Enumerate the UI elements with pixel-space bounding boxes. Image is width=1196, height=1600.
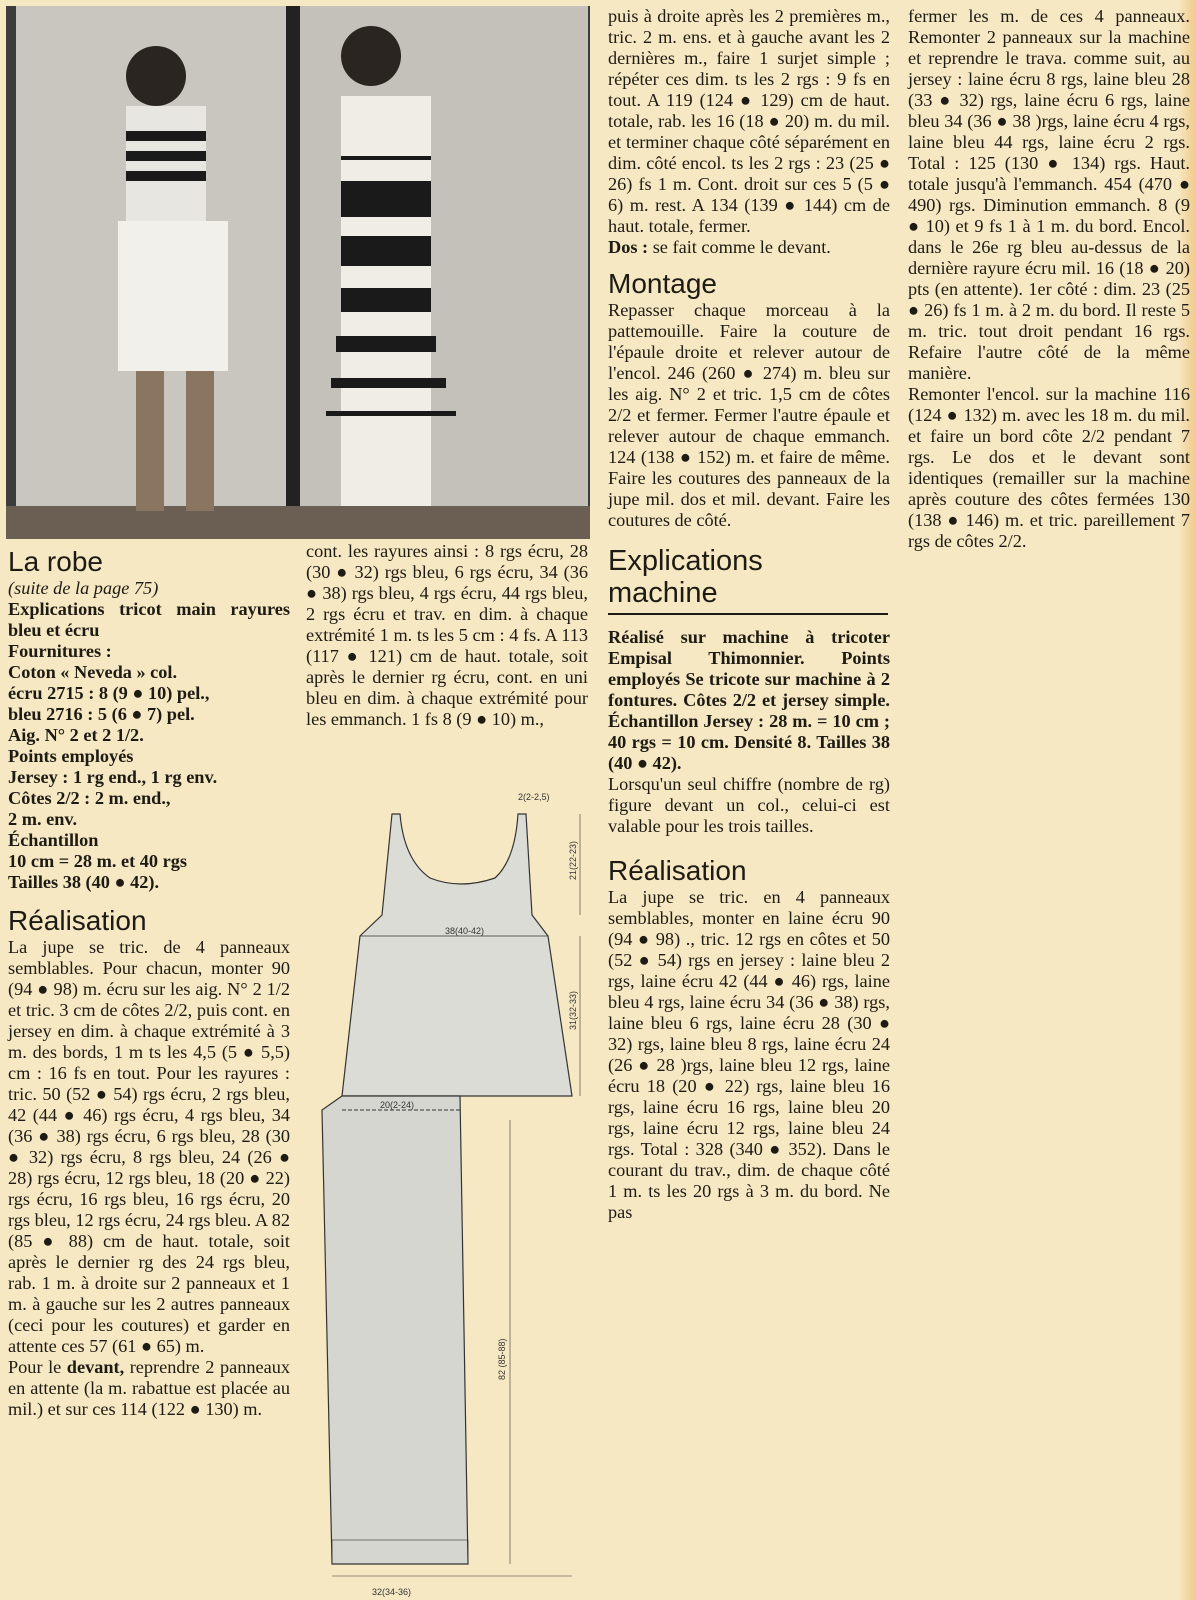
- bodice-width-label: 38(40-42): [445, 926, 485, 936]
- jersey-line: Jersey : 1 rg end., 1 rg env.: [8, 767, 218, 787]
- yarn-line: Coton « Neveda » col.: [8, 662, 178, 682]
- hem-width-label: 32(34-36): [372, 1587, 412, 1597]
- machine-note: Lorsqu'un seul chiffre (nombre de rg) figure devant un col., celui-ci est valable pour les trois tailles.: [608, 774, 890, 836]
- devant-text: Pour le devant, reprendre 2 panneaux en attente (la m. rabattue est placée au mil.) et sur ces 114 (122 ● 130) m.: [8, 1357, 290, 1419]
- montage-text: Repasser chaque morceau à la pattemouille. Faire la couture de l'épaule droite et relever autour de l'encol. 246 (260 ● 274) m. bleu sur les aig. N° 2 et tric. 1,5 cm de côtes 2/2 et fermer. Fermer l'autre épaule et relever autour de chaque emmanch. 124 (138 ● 152) m. et faire de même. Faire les coutures des panneaux de la jupe mil. dos et mil. devant. Faire les coutures de côté.: [608, 300, 890, 530]
- bodice-height-label: 31(32-33): [568, 990, 578, 1030]
- dos-text: Dos : se fait comme le devant.: [608, 237, 831, 257]
- neckline-text: Remonter l'encol. sur la machine 116 (124 ● 132) m. avec les 18 m. du mil. et faire un bord côte 2/2 pendant 7 rgs. Le dos et le devant sont identiques (remailler sur la machine après couture des côtes fermées 130 (138 ● 146) m. et tric. pareillement 7 rgs de côtes 2/2.: [908, 384, 1190, 551]
- column-1: [8, 546, 290, 1420]
- echantillon-heading: Échantillon: [8, 830, 99, 850]
- machine-realisation-heading: Réalisation: [608, 855, 747, 886]
- cotes-line-2: 2 m. env.: [8, 809, 78, 829]
- stripes-continuation: cont. les rayures ainsi : 8 rgs écru, 28 (30 ● 32) rgs bleu, 6 rgs écru, 34 (36 ● 38) rgs bleu, 4 rgs écru, 44 rgs bleu, 2 rgs écru et trav. en dim. à chaque extrémité 1 m. ts les 5 cm : 4 fs. A 113 (117 ● 121) cm de haut. totale, soit après le dernier rg écru, cont. en uni bleu en dim. à chaque extrémité pour les emmanch. 1 fs 8 (9 ● 10) m.,: [306, 541, 588, 729]
- echantillon-value: 10 cm = 28 m. et 40 rgs: [8, 851, 187, 871]
- fashion-photo: [6, 6, 590, 539]
- montage-heading: Montage: [608, 268, 717, 299]
- column-2: [306, 541, 588, 730]
- armhole-label: 21(22-23): [568, 840, 578, 880]
- realisation-text: La jupe se tric. de 4 panneaux semblables. Pour chacun, monter 90 (94 ● 98) m. écru sur les aig. N° 2 1/2 et tric. 3 cm de côtes 2/2, puis cont. en jersey en dim. à chaque extrémité à 3 m. des bords, 1 m ts les 4,5 (5 ● 5,5) cm : 16 fs en tout. Pour les rayures : tric. 50 (52 ● 54) rgs écru, 2 rgs bleu, 42 (44 ● 46) rgs écru, 4 rgs bleu, 34 (36 ● 38) rgs écru, 6 rgs bleu, 28 (30 ● 32) rgs écru, 8 rgs bleu, 24 (26 ● 28) rgs écru, 12 rgs bleu, 18 (20 ● 22) rgs écru, 16 rgs bleu, 16 rgs écru, 20 rgs bleu, 12 rgs écru, 24 rgs bleu. A 82 (85 ● 88) cm de haut. totale, soit après le dernier rg des 24 rgs bleu, rab. 1 m. à droite sur 2 panneaux et 1 m. à gauche sur les 2 autres panneaux (ceci pour les coutures) et garder en attente ces 57 (61 ● 65) m.: [8, 937, 290, 1356]
- strap-width-label: 2(2-2,5): [518, 792, 550, 802]
- column-3: [608, 6, 890, 1223]
- needles-line: Aig. N° 2 et 2 1/2.: [8, 725, 144, 745]
- fournitures-heading: Fournitures :: [8, 641, 112, 661]
- machine-realisation-text: La jupe se tric. en 4 panneaux semblables, monter en laine écru 90 (94 ● 98) ., tric. 12 rgs en côtes et 50 (52 ● 54) rgs en jersey : laine bleu 2 rgs, laine écru 42 (44 ● 46) rgs, laine bleu 4 rgs, laine écru 34 (36 ● 38) rgs, laine bleu 6 rgs, laine écru 28 (30 ● 32) rgs, laine bleu 8 rgs, laine écru 24 (26 ● 28 )rgs, laine bleu 12 rgs, laine écru 18 (20 ● 22) rgs, laine bleu 16 rgs, laine écru 16 rgs, laine bleu 20 rgs, laine écru 12 rgs, laine bleu 24 rgs. Total : 328 (340 ● 352). Dans le courant du trav., dim. de chaque côté 1 m. ts les 20 rgs à 3 m. du bord. Ne pas: [608, 887, 890, 1222]
- machine-specs: Réalisé sur machine à tricoter Empisal Thimonnier. Points employés Se tricote sur machine à 2 fontures. Côtes 2/2 et jersey simple. Échantillon Jersey : 28 m. = 10 cm ; 40 rgs = 10 cm. Densité 8. Tailles 38 (40 ● 42).: [608, 627, 890, 773]
- decreases-text: puis à droite après les 2 premières m., tric. 2 m. ens. et à gauche avant les 2 dernières m., faire 1 surjet simple ; répéter ces dim. ts les 2 rgs : 9 fs en tout. A 119 (124 ● 129) cm de haut. totale, rab. les 16 (18 ● 20) m. du mil. et terminer chaque côté séparément en dim. côté encol. ts les 2 rgs : 23 (25 ● 26) fs 1 m. Cont. droit sur ces 5 (5 ● 6) m. rest. A 134 (139 ● 144) cm de haut. totale, fermer.: [608, 6, 890, 236]
- panels-text: fermer les m. de ces 4 panneaux. Remonter 2 panneaux sur la machine et reprendre le trava. comme suit, au jersey : laine écru 8 rgs, laine bleu 28 (33 ● 32) rgs, laine écru 6 rgs, laine bleu 34 (36 ● 38 )rgs, laine écru 4 rgs, laine bleu 44 rgs, laine écru 2 rgs. Total : 125 (130 ● 134) rgs. Haut. totale jusqu'à l'emmanch. 454 (470 ● 490) rgs. Diminution emmanch. 8 (9 ● 10) et 9 fs 1 à 1 m. du bord. Encol. dans le 26e rg bleu au-dessus de la dernière rayure écru mil. 16 (18 ● 20) pts (en attente). 1er côté : dim. 23 (25 ● 26) fs 1 m. à 2 m. du bord. Il reste 5 m. tric. tout droit pendant 16 rgs. Refaire l'autre côté de la même manière.: [908, 6, 1190, 383]
- ecru-line: écru 2715 : 8 (9 ● 10) pel.,: [8, 683, 210, 703]
- cotes-line: Côtes 2/2 : 2 m. end.,: [8, 788, 171, 808]
- skirt-height-label: 82 (85-88): [497, 1338, 507, 1380]
- intro-heading: Explications tricot main rayures bleu et écru: [8, 599, 290, 640]
- column-4: [908, 6, 1190, 552]
- tailles-line: Tailles 38 (40 ● 42).: [8, 872, 160, 892]
- bleu-line: bleu 2716 : 5 (6 ● 7) pel.: [8, 704, 195, 724]
- machine-rule: [608, 613, 888, 615]
- article-title: La robe: [8, 546, 103, 577]
- waist-width-label: 20(2-24): [380, 1100, 415, 1110]
- machine-heading: Explications machine: [608, 545, 763, 609]
- points-heading: Points employés: [8, 746, 134, 766]
- continued-note: (suite de la page 75): [8, 578, 159, 598]
- dress-pattern-diagram: [300, 792, 600, 1600]
- realisation-heading: Réalisation: [8, 905, 147, 936]
